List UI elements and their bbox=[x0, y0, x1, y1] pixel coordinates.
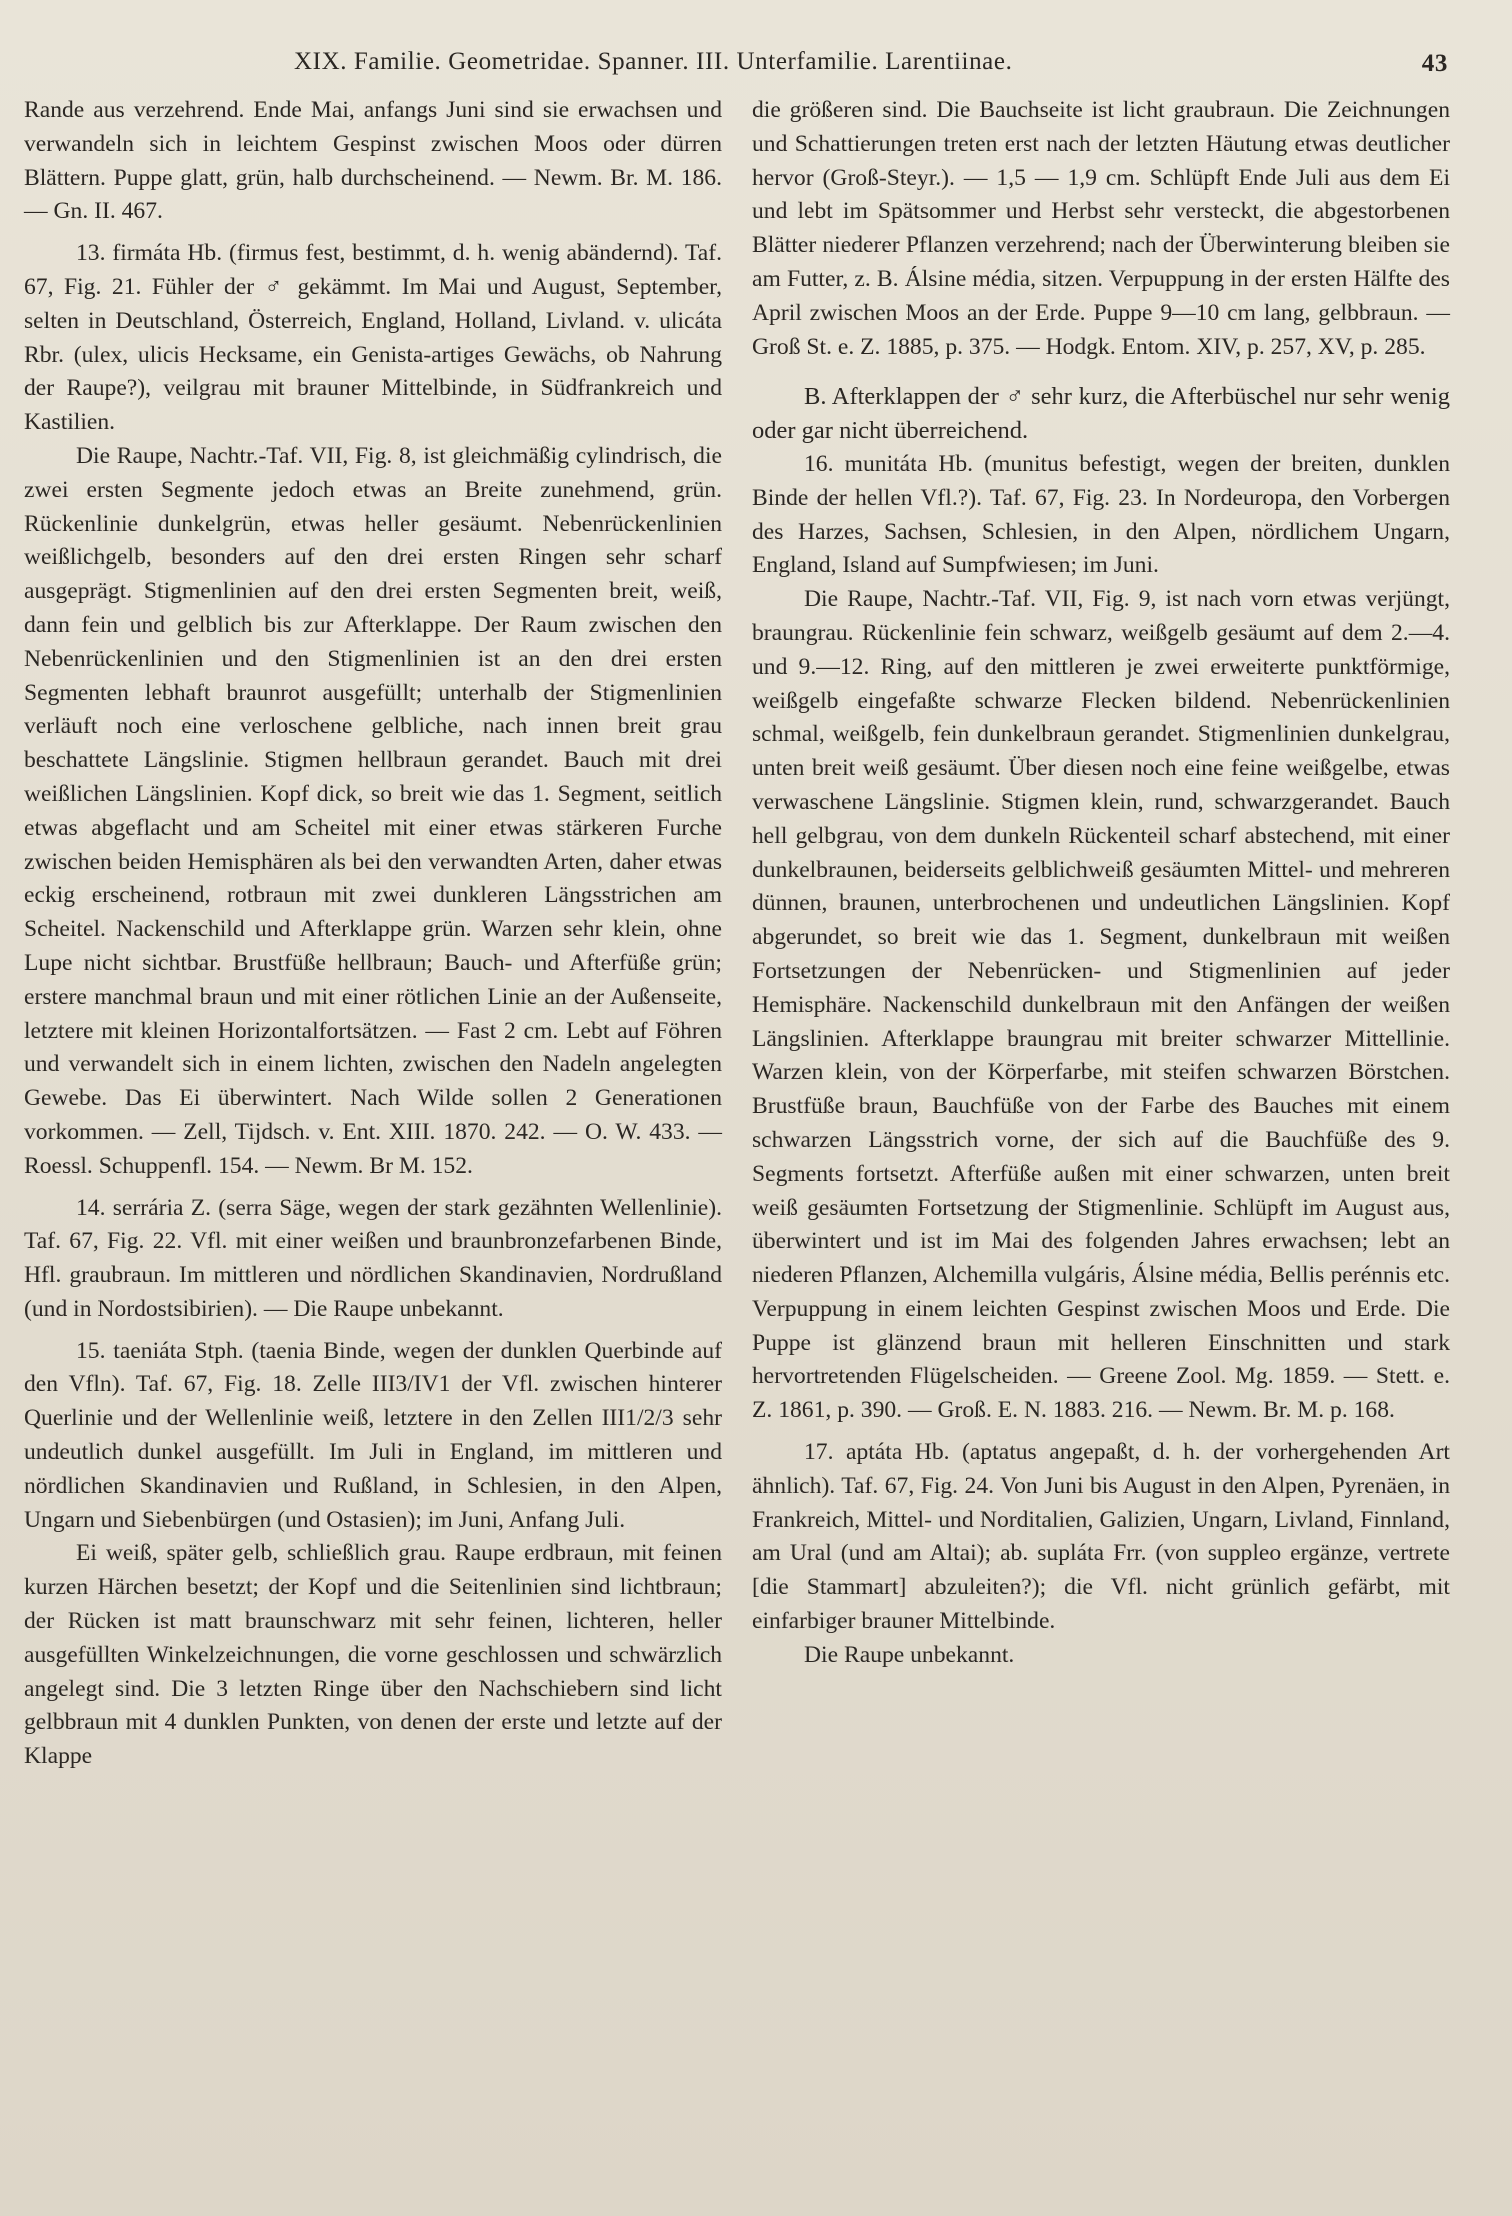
running-title: XIX. Familie. Geometridae. Spanner. III. Unterfamilie. Larentiinae. bbox=[294, 48, 1013, 75]
paragraph: die größeren sind. Die Bauchseite ist licht graubraun. Die Zeichnungen und Schattierungen treten erst nach der letzten Häutung etwas deutlicher hervor (Groß-Steyr.). — 1,5 — 1,9 cm. Schlüpft Ende Juli aus dem Ei und lebt im Spätsommer und Herbst sehr versteckt, die abgestorbenen Blätter niederer Pflanzen verzehrend; nach der Überwinterung bleiben sie am Futter, z. B. Álsine média, sitzen. Verpuppung in der ersten Hälfte des April zwischen Moos an der Erde. Puppe 9—10 cm lang, gelbbraun. — Groß St. e. Z. 1885, p. 375. — Hodgk. Entom. XIV, p. 257, XV, p. 285. bbox=[752, 97, 1450, 360]
paragraph: Die Raupe, Nachtr.-Taf. VII, Fig. 8, ist gleichmäßig cylindrisch, die zwei ersten Segmente jedoch etwas an Breite zunehmend, grün. Rückenlinie dunkelgrün, etwas heller gesäumt. Nebenrückenlinien weißlichgelb, besonders auf den drei ersten Ringen sehr scharf ausgeprägt. Stigmenlinien auf den drei ersten Segmenten breit, weiß, dann fein und gelblich bis zur Afterklappe. Der Raum zwischen den Nebenrückenlinien und den Stigmenlinien ist an den drei ersten Segmenten lebhaft braunrot ausgefüllt; unterhalb der Stigmenlinien verläuft noch eine verloschene gelbliche, nach innen breit grau beschattete Längslinie. Stigmen hellbraun gerandet. Bauch mit drei weißlichen Längslinien. Kopf dick, so breit wie das 1. Segment, seitlich etwas abgeflacht und am Scheitel mit einer etwas stärkeren Furche zwischen beiden Hemisphären als bei den verwandten Arten, daher etwas eckig erscheinend, rotbraun mit zwei dunkleren Längsstrichen am Scheitel. Nackenschild und Afterklappe grün. Warzen sehr klein, ohne Lupe nicht sichtbar. Brustfüße hellbraun; Bauch- und Afterfüße grün; erstere manchmal braun und mit einer rötlichen Linie an der Außenseite, letztere mit kleinen Horizontalfortsätzen. — Fast 2 cm. Lebt auf Föhren und verwandelt sich in einem lichten, zwischen den Nadeln angelegten Gewebe. Das Ei überwintert. Nach Wilde sollen 2 Generationen vorkommen. — Zell, Tijdsch. v. Ent. XIII. 1870. 242. — O. W. 433. — Roessl. Schuppenfl. 154. — Newm. Br M. 152. bbox=[24, 442, 722, 1179]
species-entry-taeniata: 15. taeniáta Stph. (taenia Binde, wegen der dunklen Querbinde auf den Vfln). Taf. 67, Fig. 18. Zelle III3/IV1 der Vfl. zwischen hinterer Querlinie und der Wellenlinie weiß, letztere in den Zellen III1/2/3 sehr undeutlich dunkel ausgefüllt. Im Juli in England, im mittleren und nördlichen Skandinavien und Rußland, in Schlesien, in den Alpen, Ungarn und Siebenbürgen (und Ostasien); im Juni, Anfang Juli. bbox=[24, 1337, 722, 1533]
species-entry-firmata: 13. firmáta Hb. (firmus fest, bestimmt, d. h. wenig abändernd). Taf. 67, Fig. 21. Fühler der ♂ gekämmt. Im Mai und August, September, selten in Deutschland, Österreich, England, Holland, Livland. v. ulicáta Rbr. (ulex, ulicis Hecksame, ein Genista-artiges Gewächs, ob Nahrung der Raupe?), veilgrau mit brauner Mittelbinde, in Südfrankreich und Kastilien. bbox=[24, 240, 722, 436]
running-header bbox=[24, 48, 1472, 94]
paragraph: Die Raupe, Nachtr.-Taf. VII, Fig. 9, ist nach vorn etwas verjüngt, braungrau. Rückenlinie fein schwarz, weißgelb gesäumt auf dem 2.—4. und 9.—12. Ring, auf den mittleren je zwei erweiterte punktförmige, weißgelb eingefaßte schwarze Flecken bildend. Nebenrückenlinien schmal, weißgelb, fein dunkelbraun gerandet. Stigmenlinien dunkelgrau, unten breit weiß gesäumt. Über diesen noch eine feine weißgelbe, etwas verwaschene Längslinie. Stigmen klein, rund, schwarzgerandet. Bauch hell gelbgrau, von dem dunkeln Rückenteil scharf abstechend, mit einer dunkelbraunen, beiderseits gelblichweiß gesäumten Mittel- und mehreren dünnen, braunen, unterbrochenen und undeutlichen Längslinien. Kopf abgerundet, so breit wie das 1. Segment, dunkelbraun mit weißen Fortsetzungen der Nebenrücken- und Stigmenlinien auf jeder Hemisphäre. Nackenschild dunkelbraun mit den Anfängen der weißen Längslinien. Afterklappe braungrau mit breiter schwarzer Mittellinie. Warzen klein, von der Körperfarbe, mit steifen schwarzen Börstchen. Brustfüße braun, Bauchfüße von der Farbe des Bauches mit einem schwarzen Längsstrich vorne, der sich auf die Bauchfüße des 9. Segments fortsetzt. Afterfüße außen mit einer schwarzen, unten breit weiß gesäumten Fortsetzung der Stigmenlinie. Schlüpft im August aus, überwintert und ist im Mai des folgenden Jahres erwachsen; lebt an niederen Pflanzen, Alchemilla vulgáris, Álsine média, Bellis perénnis etc. Verpuppung in einem leichten Gespinst zwischen Moos und Erde. Die Puppe ist glänzend braun mit helleren Einschnitten und stark hervortretenden Flügelscheiden. — Greene Zool. Mg. 1859. — Stett. e. Z. 1861, p. 390. — Groß. E. N. 1883. 216. — Newm. Br. M. p. 168. bbox=[752, 586, 1450, 1424]
species-entry-serraria: 14. serrária Z. (serra Säge, wegen der stark gezähnten Wellenlinie). Taf. 67, Fig. 22. Vfl. mit einer weißen und braunbronzefarbenen Binde, Hfl. graubraun. Im mittleren und nördlichen Skandinavien, Nordrußland (und in Nordostsibirien). — Die Raupe unbekannt. bbox=[24, 1194, 722, 1322]
species-entry-munitata: 16. munitáta Hb. (munitus befestigt, wegen der breiten, dunklen Binde der hellen Vfl.?). Taf. 67, Fig. 23. In Nordeuropa, den Vorbergen des Harzes, Sachsen, Schlesien, in den Alpen, nördlichem Ungarn, England, Island auf Sumpfwiesen; im Juni. bbox=[752, 450, 1450, 579]
species-entry-aptata: 17. aptáta Hb. (aptatus angepaßt, d. h. der vorhergehenden Art ähnlich). Taf. 67, Fig. 24. Von Juni bis August in den Alpen, Pyrenäen, in Frankreich, Mittel- und Norditalien, Galizien, Ungarn, Livland, Finnland, am Ural (und am Altai); ab. supláta Frr. (von suppleo ergänze, vertrete [die Stammart] abzuleiten?); die Vfl. nicht grünlich gefärbt, mit einfarbiger brauner Mittelbinde. bbox=[752, 1439, 1450, 1635]
left-column bbox=[24, 94, 722, 1774]
page-number: 43 bbox=[1421, 50, 1448, 77]
section-heading-b: B. Afterklappen der ♂ sehr kurz, die Afterbüschel nur sehr wenig oder gar nicht überreichend. bbox=[752, 383, 1450, 445]
right-column bbox=[752, 94, 1450, 1774]
paragraph: Die Raupe unbekannt. bbox=[804, 1641, 1015, 1668]
paragraph: Ei weiß, später gelb, schließlich grau. Raupe erdbraun, mit feinen kurzen Härchen besetzt; der Kopf und die Seitenlinien sind lichtbraun; der Rücken ist matt braunschwarz mit sehr feinen, lichteren, heller ausgefüllten Winkelzeichnungen, die vorne geschlossen und schwärzlich angelegt sind. Die 3 letzten Ringe über den Nachschiebern sind licht gelbbraun mit 4 dunklen Punkten, von denen der erste und letzte auf der Klappe bbox=[24, 1540, 722, 1770]
text-columns bbox=[24, 94, 1472, 1774]
paragraph: Rande aus verzehrend. Ende Mai, anfangs Juni sind sie erwachsen und verwandeln sich in leichtem Gespinst zwischen Moos oder dürren Blättern. Puppe glatt, grün, halb durchscheinend. — Newm. Br. M. 186. — Gn. II. 467. bbox=[24, 97, 722, 225]
